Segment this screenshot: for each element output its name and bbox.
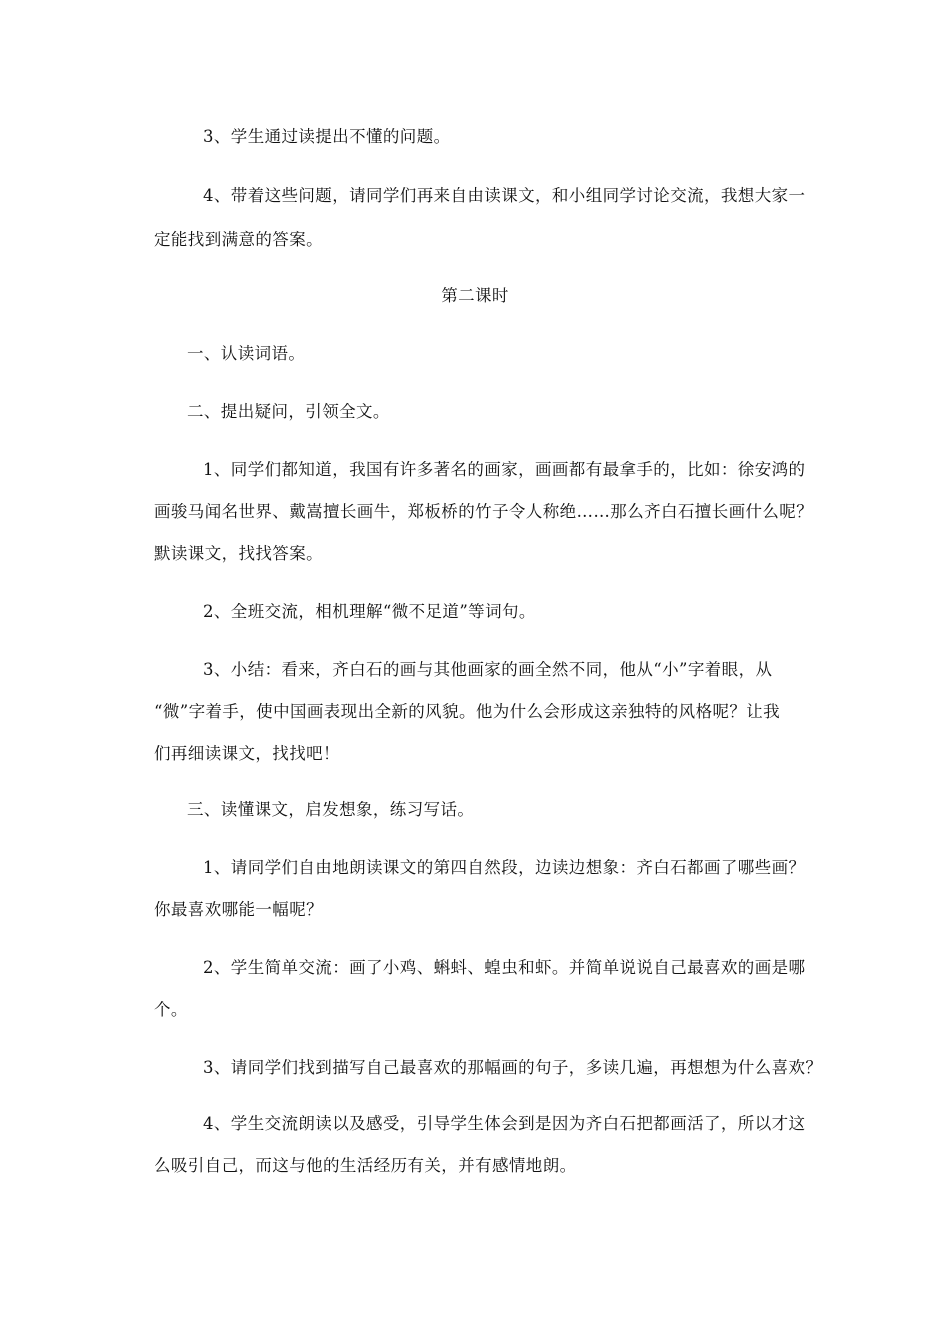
paragraph-line: 3、小结：看来，齐白石的画与其他画家的画全然不同，他从“小”字着眼，从 xyxy=(203,660,773,679)
paragraph-line: 么吸引自己，而这与他的生活经历有关，并有感情地朗。 xyxy=(154,1156,577,1175)
section-heading: 三、读懂课文，启发想象，练习写话。 xyxy=(187,800,475,819)
section-heading: 一、认读词语。 xyxy=(187,344,306,363)
paragraph-line: 们再细读课文，找找吧！ xyxy=(154,744,340,763)
section-heading: 二、提出疑问，引领全文。 xyxy=(187,402,390,421)
paragraph-line: 1、请同学们自由地朗读课文的第四自然段，边读边想象：齐白石都画了哪些画？ xyxy=(203,858,806,877)
paragraph-line: 2、全班交流，相机理解“微不足道”等词句。 xyxy=(203,602,536,621)
paragraph-line: 定能找到满意的答案。 xyxy=(154,230,323,249)
paragraph-line: 4、学生交流朗读以及感受，引导学生体会到是因为齐白石把都画活了，所以才这 xyxy=(203,1114,806,1133)
paragraph-line: 4、带着这些问题，请同学们再来自由读课文，和小组同学讨论交流，我想大家一 xyxy=(203,186,806,205)
paragraph-line: “微”字着手，使中国画表现出全新的风貌。他为什么会形成这亲独特的风格呢？让我 xyxy=(154,702,781,721)
paragraph-line: 2、学生简单交流：画了小鸡、蝌蚪、蝗虫和虾。并简单说说自己最喜欢的画是哪 xyxy=(203,958,806,977)
paragraph-line: 3、学生通过读提出不懂的问题。 xyxy=(203,127,451,146)
paragraph-line: 画骏马闻名世界、戴嵩擅长画牛，郑板桥的竹子令人称绝……那么齐白石擅长画什么呢？ xyxy=(154,502,814,521)
paragraph-line: 1、同学们都知道，我国有许多著名的画家，画画都有最拿手的，比如：徐安鸿的 xyxy=(203,460,806,479)
paragraph-line: 个。 xyxy=(154,1000,188,1019)
paragraph-line: 默读课文，找找答案。 xyxy=(154,544,323,563)
section-title: 第二课时 xyxy=(441,286,509,305)
paragraph-line: 3、请同学们找到描写自己最喜欢的那幅画的句子，多读几遍，再想想为什么喜欢？ xyxy=(203,1058,823,1077)
paragraph-line: 你最喜欢哪能一幅呢？ xyxy=(154,900,323,919)
